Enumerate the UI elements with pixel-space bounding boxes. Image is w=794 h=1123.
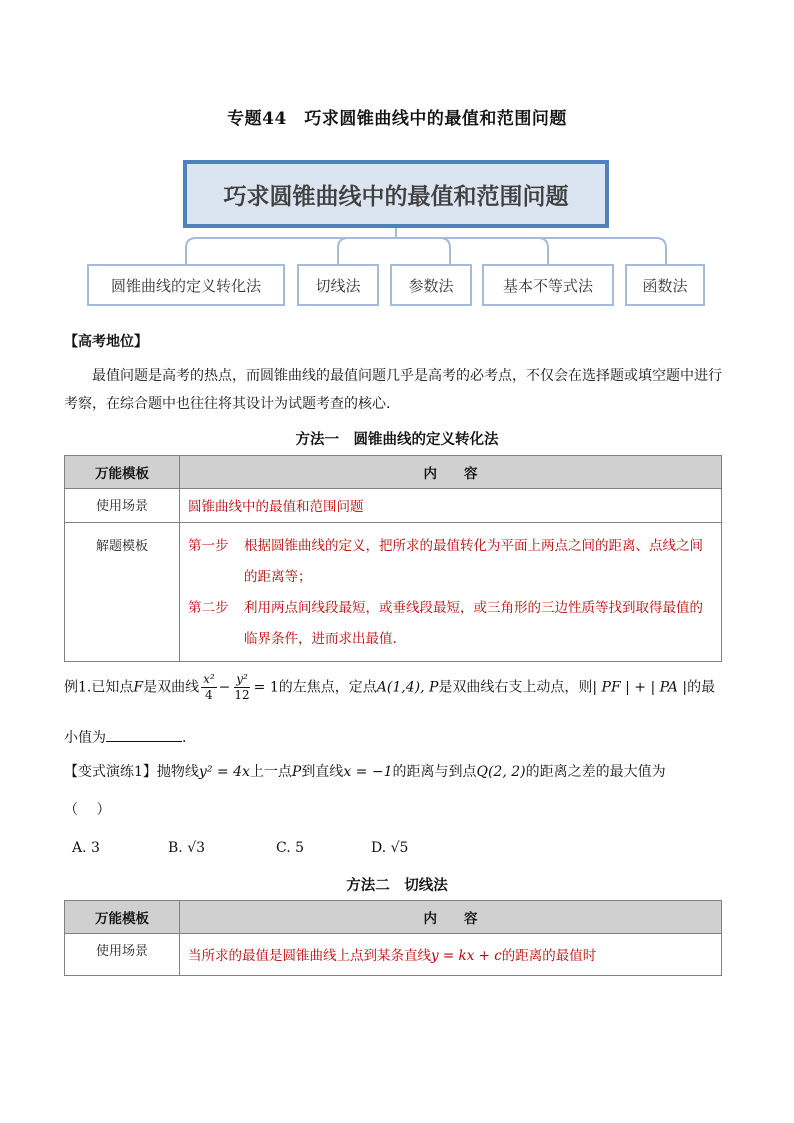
option-b[interactable]: B. √3 xyxy=(168,840,206,856)
method1-title: 方法一 圆锥曲线的定义转化法 xyxy=(295,431,499,448)
step-two xyxy=(188,593,713,655)
method-node-tangent: 切线法 xyxy=(297,264,379,306)
variant1-text-point: 上一点 xyxy=(249,764,292,780)
method-node-definition: 圆锥曲线的定义转化法 xyxy=(87,264,285,306)
variant1-text-distance: 的距离与到点 xyxy=(392,764,477,780)
step-two-label: 第二步 xyxy=(188,600,229,616)
parabola-equation: y² = 4x xyxy=(198,764,250,780)
page-title: 专题44 巧求圆锥曲线中的最值和范围问题 xyxy=(227,109,567,129)
example1-answer-label: 小值为 xyxy=(64,730,106,746)
example1-expression: | PF | + | PA | xyxy=(592,679,688,696)
status-text: 最值问题是高考的热点，而圆锥曲线的最值问题几乎是高考的必考点，不仅会在选择题或填空题中进行考察，在综合题中也往往将其设计为试题考查的核心. xyxy=(64,368,722,412)
method-node-function: 函数法 xyxy=(625,264,705,306)
variant1-text-line: 到直线 xyxy=(301,764,344,780)
connector-lines xyxy=(0,0,794,300)
fraction-x-den: 4 xyxy=(205,688,213,702)
example1-text-hyperbola: 是双曲线 xyxy=(143,679,200,696)
method-node-inequality: 基本不等式法 xyxy=(482,264,614,306)
method1-row1-label: 使用场景 xyxy=(65,489,180,523)
method1-row2-label: 解题模板 xyxy=(65,523,180,662)
fraction-x xyxy=(201,672,217,703)
method2-row1-label: 使用场景 xyxy=(65,934,180,976)
step-one xyxy=(188,531,713,593)
option-d[interactable]: D. √5 xyxy=(371,840,409,856)
method2-row1-prefix: 当所求的最值是圆锥曲线上点到某条直线 xyxy=(188,948,431,964)
minus-sign: − xyxy=(218,679,231,696)
method2-header-right: 内 容 xyxy=(180,901,722,934)
fraction-y-num: y² xyxy=(236,672,248,686)
example1-line1 xyxy=(64,672,730,703)
method1-row1-text: 圆锥曲线中的最值和范围问题 xyxy=(180,489,722,523)
variant1-paren: （ ） xyxy=(64,802,111,818)
variant1-suffix: 的距离之差的最大值为 xyxy=(525,764,666,780)
method2-header-left: 万能模板 xyxy=(65,901,180,934)
example1-point-F: F xyxy=(133,679,144,696)
method2-title: 方法二 切线法 xyxy=(346,877,448,894)
step-one-text: 根据圆锥曲线的定义，把所求的最值转化为平面上两点之间的距离、点线之间的距离等； xyxy=(244,538,703,585)
line-kx-c: y = kx + c xyxy=(431,948,502,964)
fraction-y-den: 12 xyxy=(234,688,250,702)
method1-header-right: 内 容 xyxy=(180,456,722,489)
method2-table xyxy=(64,900,722,976)
example1-suffix: 的最 xyxy=(687,679,716,696)
method1-table xyxy=(64,455,722,662)
line-equation: x = −1 xyxy=(343,764,393,780)
example1-line2 xyxy=(64,724,186,752)
method-node-parameter: 参数法 xyxy=(390,264,472,306)
variant1-point-Q: Q(2, 2) xyxy=(476,764,526,780)
fraction-x-num: x² xyxy=(203,672,215,686)
step-two-text: 利用两点间线段最短，或垂线段最短，或三角形的三边性质等找到取得最值的临界条件，进而求出最值. xyxy=(244,600,703,647)
example1-prefix: 例1.已知点 xyxy=(64,679,134,696)
step-one-label: 第一步 xyxy=(188,538,229,554)
variant1-point-P: P xyxy=(291,764,302,780)
example1-point-A: A(1,4), P xyxy=(376,679,439,696)
topic-banner: 巧求圆锥曲线中的最值和范围问题 xyxy=(183,160,609,228)
option-c[interactable]: C. 5 xyxy=(276,840,305,856)
example1-text-moving: 是双曲线右支上动点，则 xyxy=(438,679,593,696)
method2-row1 xyxy=(180,934,722,976)
answer-blank[interactable] xyxy=(106,727,182,742)
example1-end: . xyxy=(182,730,187,746)
status-heading: 【高考地位】 xyxy=(64,334,148,350)
variant1-line1 xyxy=(64,758,734,786)
equals-one: = 1 xyxy=(253,679,279,696)
example1-text-focus: 的左焦点，定点 xyxy=(278,679,377,696)
fraction-y xyxy=(232,672,251,703)
method1-header-left: 万能模板 xyxy=(65,456,180,489)
variant1-prefix: 【变式演练1】抛物线 xyxy=(64,764,199,780)
option-a[interactable]: A. 3 xyxy=(72,840,100,856)
method2-row1-suffix: 的距离的最值时 xyxy=(501,948,597,964)
